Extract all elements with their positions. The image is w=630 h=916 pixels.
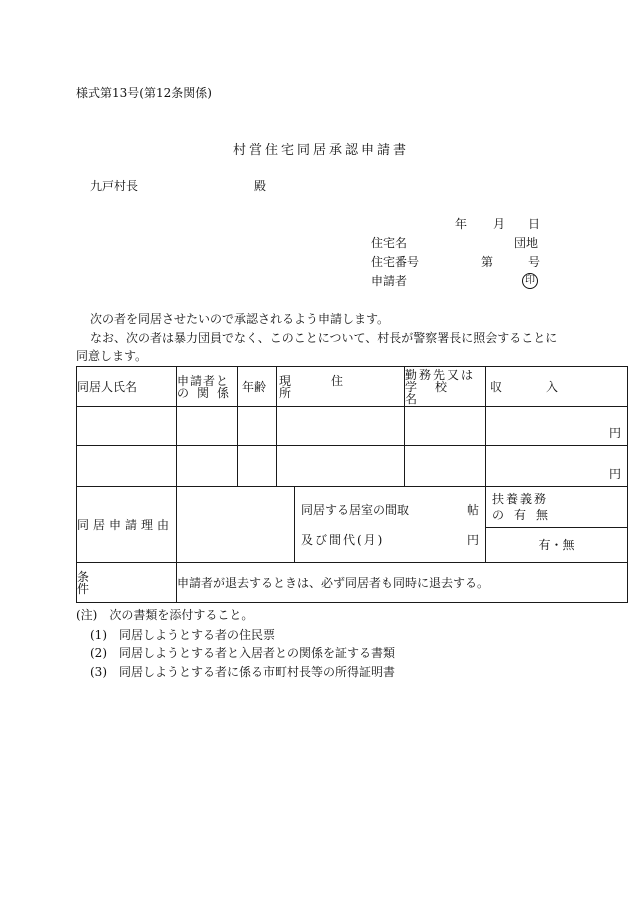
reason-label-cell <box>77 487 177 563</box>
notes-item-3: (3) 同居しようとする者に係る市町村長等の所得証明書 <box>90 665 396 679</box>
housing-number-label: 住宅番号 <box>371 255 420 269</box>
support-value-wrap[interactable] <box>486 528 627 562</box>
body-paragraph-2-line-2: 同意します。 <box>76 349 148 363</box>
header-work-line-1: 勤務先又は <box>405 367 476 382</box>
room-line-2-wrap <box>301 534 479 546</box>
condition-text-cell <box>177 563 628 603</box>
support-label-line-2: の有無 <box>492 508 559 522</box>
date-day: 日 <box>528 217 541 231</box>
room-line-1: 同居する居室の間取 <box>301 502 410 517</box>
header-income-text: 収入 <box>490 379 603 394</box>
addressee: 九戸村長 <box>90 179 139 193</box>
housing-number-mid: 第 <box>481 255 494 269</box>
condition-row <box>77 563 628 603</box>
honorific: 殿 <box>254 179 267 193</box>
cell-address-1[interactable] <box>277 407 405 446</box>
housing-number-suffix: 号 <box>528 255 541 269</box>
body-paragraph-1: 次の者を同居させたいので承認されるよう申請します。 <box>90 312 390 326</box>
seal-icon: 印 <box>522 273 538 289</box>
header-work-line-2: 学校名 <box>405 379 466 406</box>
support-label-line-1: 扶養義務 <box>492 492 549 506</box>
body-paragraph-2-line-1: なお、次の者は暴力団員でなく、このことについて、村長が警察署長に照会することに <box>90 331 558 345</box>
header-address-text: 現住所 <box>279 373 384 400</box>
date-month: 月 <box>493 217 506 231</box>
room-unit-2: 円 <box>466 532 479 547</box>
income-unit-1: 円 <box>608 426 621 440</box>
seal-mark <box>522 273 538 289</box>
header-relation-line-2: の関係 <box>177 385 238 400</box>
support-value[interactable]: 有・無 <box>538 538 575 552</box>
notes-heading: (注) 次の書類を添付すること。 <box>76 608 254 622</box>
applicant-label: 申請者 <box>371 274 408 288</box>
income-unit-2: 円 <box>608 467 621 481</box>
cohabitant-table <box>76 366 628 603</box>
document-title: 村営住宅同居承認申請書 <box>233 143 410 158</box>
notes-item-2: (2) 同居しようとする者と入居者との関係を証する書類 <box>90 646 396 660</box>
room-line-1-wrap <box>301 504 479 516</box>
cell-income-1[interactable] <box>486 407 628 446</box>
header-work <box>405 367 486 407</box>
cell-relation-1[interactable] <box>177 407 238 446</box>
cell-income-2[interactable] <box>486 446 628 487</box>
reason-input[interactable] <box>177 487 295 563</box>
form-number: 様式第13号(第12条関係) <box>76 86 212 100</box>
header-name <box>77 367 177 407</box>
room-unit-1: 帖 <box>466 502 479 517</box>
condition-label-cell <box>77 563 177 603</box>
reason-row <box>77 487 628 563</box>
cell-name-2[interactable] <box>77 446 177 487</box>
cell-address-2[interactable] <box>277 446 405 487</box>
support-label-wrap <box>486 487 627 528</box>
housing-name-label: 住宅名 <box>371 236 408 250</box>
cell-work-1[interactable] <box>405 407 486 446</box>
date-year: 年 <box>455 217 468 231</box>
cell-age-2[interactable] <box>238 446 277 487</box>
table-header-row <box>77 367 628 407</box>
condition-text: 申請者が退去するときは、必ず同居者も同時に退去する。 <box>177 575 490 590</box>
housing-name-suffix: 団地 <box>514 236 539 250</box>
cell-name-1[interactable] <box>77 407 177 446</box>
support-cell <box>486 487 628 563</box>
table-row <box>77 407 628 446</box>
header-relation <box>177 367 238 407</box>
cell-work-2[interactable] <box>405 446 486 487</box>
table-row <box>77 446 628 487</box>
header-age: 年齢 <box>238 367 277 407</box>
cell-relation-2[interactable] <box>177 446 238 487</box>
header-income <box>486 367 628 407</box>
header-address <box>277 367 405 407</box>
notes-item-1: (1) 同居しようとする者の住民票 <box>90 628 275 642</box>
room-cell[interactable] <box>295 487 486 563</box>
condition-label: 条件 <box>77 569 148 596</box>
header-name-text: 同居人氏名 <box>77 379 138 394</box>
header-relation-line-1: 申請者と <box>177 373 230 388</box>
room-line-2: 及び間代(月) <box>301 532 385 547</box>
cell-age-1[interactable] <box>238 407 277 446</box>
reason-label: 同居申請理由 <box>77 517 174 532</box>
